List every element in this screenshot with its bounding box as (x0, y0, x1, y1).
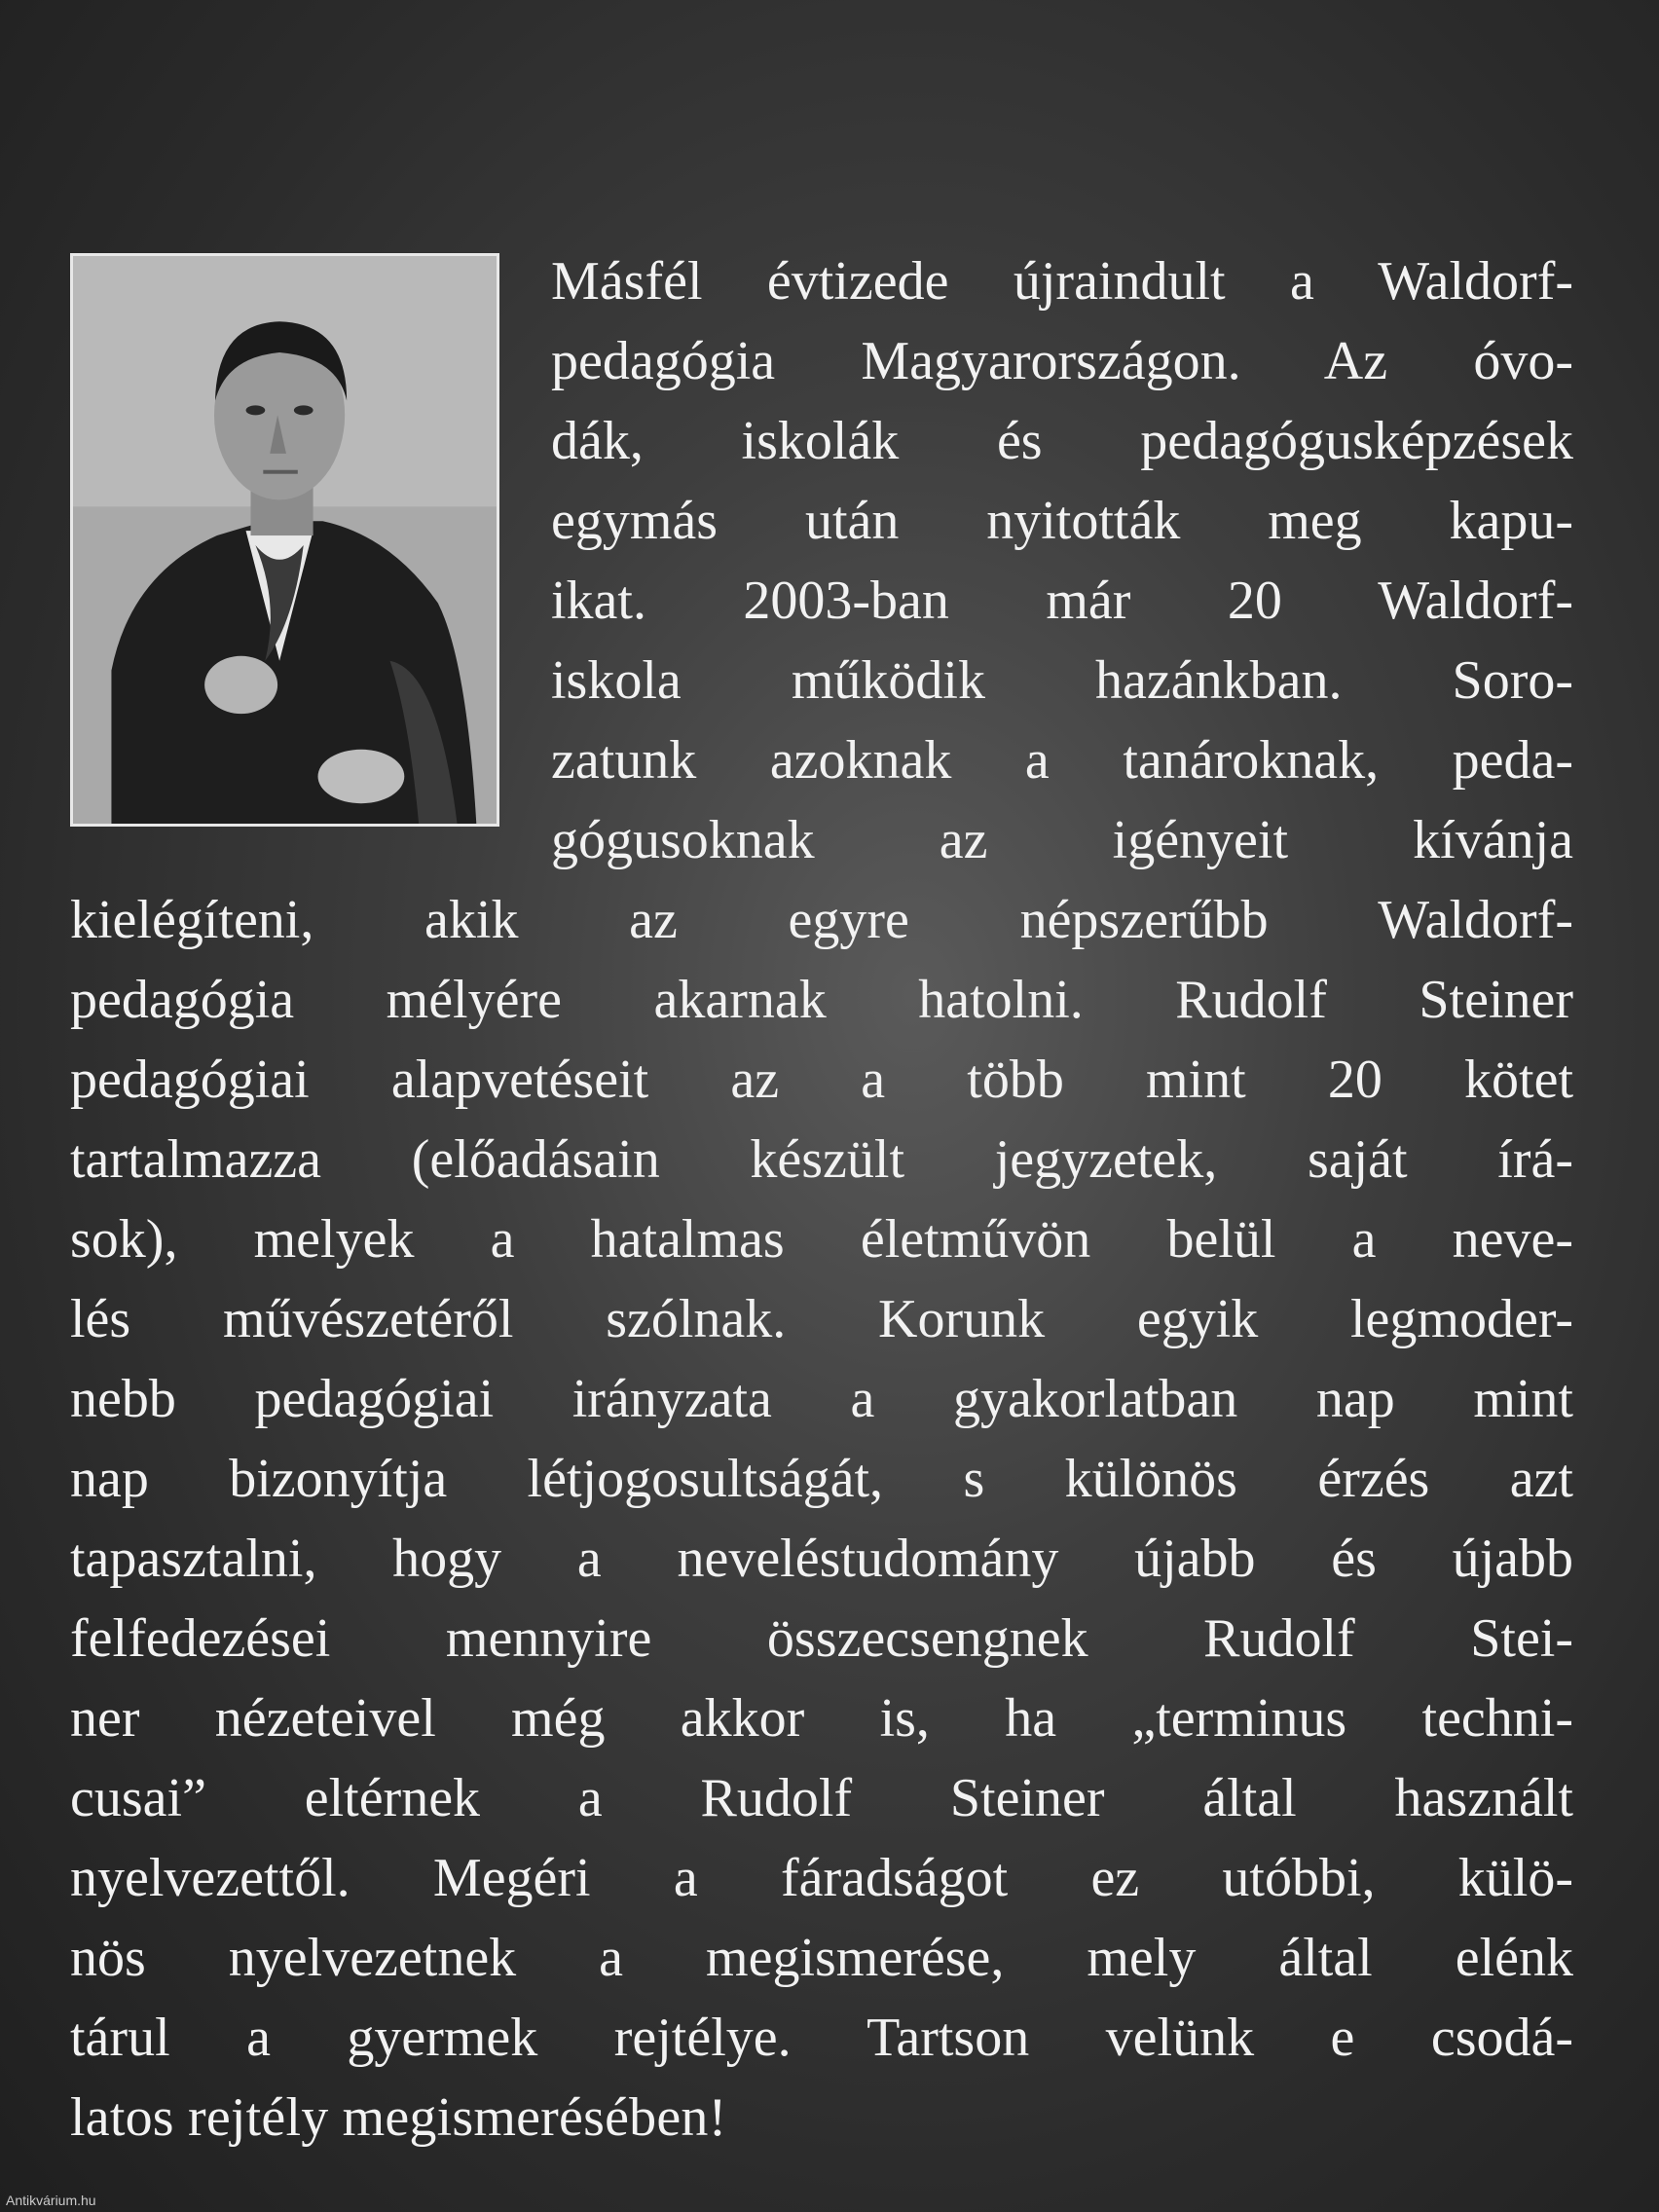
text-line: lés művészetéről szólnak. Korunk egyik legmoder- (70, 1289, 1573, 1349)
text-line: sok), melyek a hatalmas életművön belül a neve- (70, 1209, 1573, 1270)
portrait-image (73, 256, 497, 824)
text-line: ner nézeteivel még akkor is, ha „terminus techni- (70, 1688, 1573, 1749)
text-line: kielégíteni, akik az egyre népszerűbb Waldorf- (70, 890, 1573, 950)
text-line: ikat. 2003-ban már 20 Waldorf- (551, 571, 1573, 631)
text-line: nebb pedagógiai irányzata a gyakorlatban nap mint (70, 1369, 1573, 1429)
text-line: dák, iskolák és pedagógusképzések (551, 411, 1573, 471)
text-line: zatunk azoknak a tanároknak, peda- (551, 730, 1573, 791)
text-line: Másfél évtizede újraindult a Waldorf- (551, 251, 1573, 312)
intro-text-full-width (70, 880, 1573, 2157)
text-line: pedagógia Magyarországon. Az óvo- (551, 331, 1573, 391)
text-line: latos rejtély megismerésében! (70, 2087, 727, 2148)
text-line: egymás után nyitották meg kapu- (551, 491, 1573, 551)
text-line: nyelvezettől. Megéri a fáradságot ez utóbbi, külö- (70, 1848, 1573, 1908)
text-line: tárul a gyermek rejtélye. Tartson velünk e csodá- (70, 2008, 1573, 2068)
portrait-photo (70, 253, 499, 827)
text-line: pedagógia mélyére akarnak hatolni. Rudolf Steiner (70, 970, 1573, 1030)
text-line: iskola működik hazánkban. Soro- (551, 650, 1573, 711)
text-line: felfedezései mennyire összecsengnek Rudolf Stei- (70, 1608, 1573, 1669)
text-line: tapasztalni, hogy a neveléstudomány újabb és újabb (70, 1529, 1573, 1589)
text-line: tartalmazza (előadásain készült jegyzetek, saját írá- (70, 1129, 1573, 1190)
text-line: gógusoknak az igényeit kívánja (551, 810, 1573, 870)
watermark: Antikvárium.hu (6, 2193, 96, 2208)
text-line: cusai” eltérnek a Rudolf Steiner által használt (70, 1768, 1573, 1828)
text-line: pedagógiai alapvetéseit az a több mint 20 kötet (70, 1050, 1573, 1110)
text-line: nös nyelvezetnek a megismerése, mely által elénk (70, 1928, 1573, 1988)
text-line: nap bizonyítja létjogosultságát, s különös érzés azt (70, 1449, 1573, 1509)
intro-text-right-column (551, 241, 1573, 880)
